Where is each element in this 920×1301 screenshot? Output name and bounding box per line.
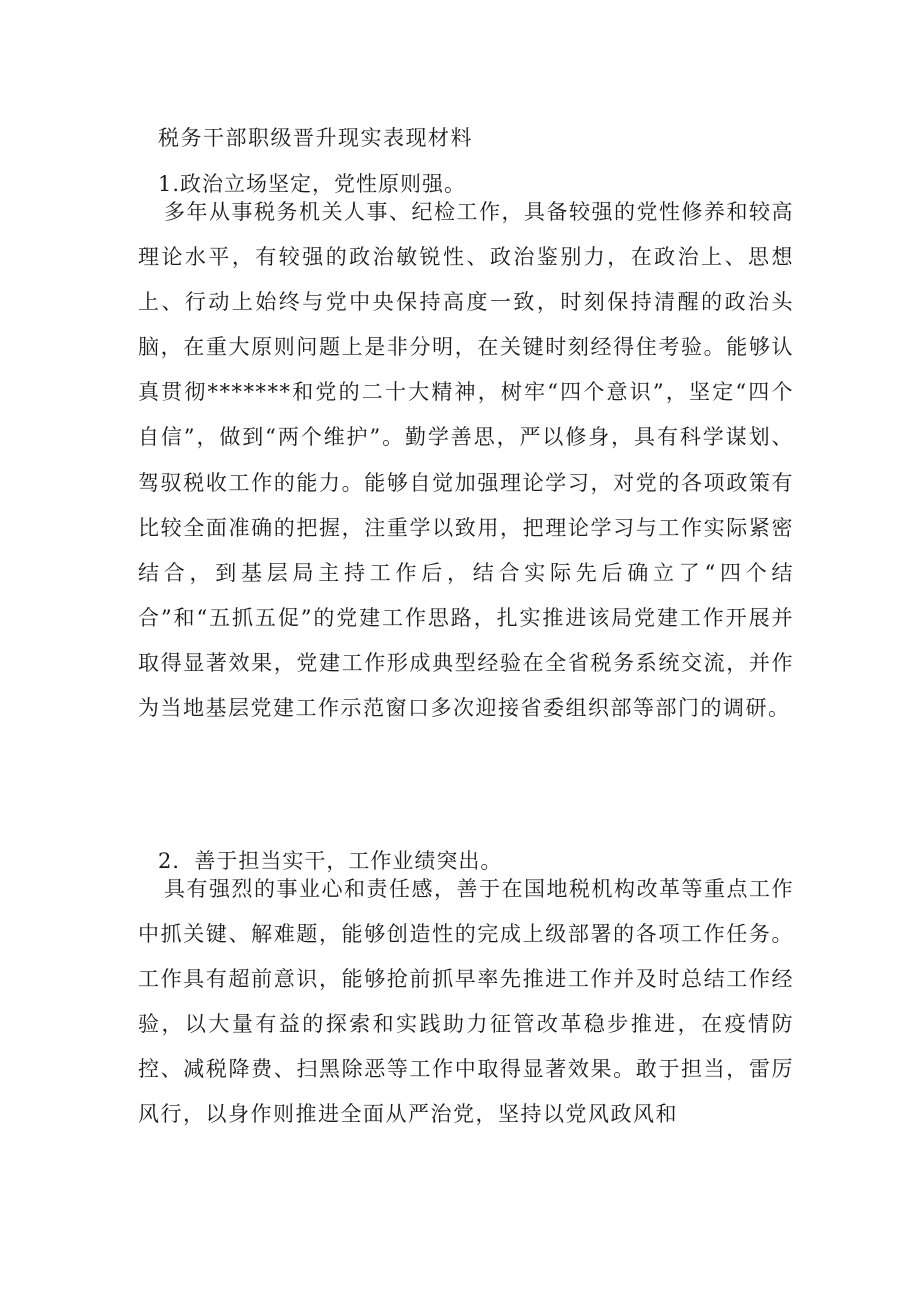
section-1-heading: 1.政治立场坚定，党性原则强。 xyxy=(158,172,467,196)
section-2-heading: 2．善于担当实干，工作业绩突出。 xyxy=(158,849,503,873)
document-title: 税务干部职级晋升现实表现材料 xyxy=(158,126,473,150)
section-2-body: 具有强烈的事业心和责任感，善于在国地税机构改革等重点工作中抓关键、解难题，能够创造性的完成上级部署的各项工作任务。工作具有超前意识，能够抢前抓早率先推进工作并及时总结工作经验，以大量有益的探索和实践助力征管改革稳步推进，在疫情防控、减税降费、扫黑除恶等工作中取得显著效果。敢于担当，雷厉风行，以身作则推进全面从严治党，坚持以党风政风和 xyxy=(138,877,794,1127)
section-1-body: 多年从事税务机关人事、纪检工作，具备较强的党性修养和较高理论水平，有较强的政治敏锐性、政治鉴别力，在政治上、思想上、行动上始终与党中央保持高度一致，时刻保持清醒的政治头脑，在重大原则问题上是非分明，在关键时刻经得住考验。能够认真贯彻*******和党的二十大精神，树牢“四个意识”，坚定“四个自信”，做到“两个维护”。勤学善思，严以修身，具有科学谋划、驾驭税收工作的能力。能够自觉加强理论学习，对党的各项政策有比较全面准确的把握，注重学以致用，把理论学习与工作实际紧密结合，到基层局主持工作后，结合实际先后确立了“四个结合”和“五抓五促”的党建工作思路，扎实推进该局党建工作开展并取得显著效果，党建工作形成典型经验在全省税务系统交流，并作为当地基层党建工作示范窗口多次迎接省委组织部等部门的调研。 xyxy=(138,200,794,721)
